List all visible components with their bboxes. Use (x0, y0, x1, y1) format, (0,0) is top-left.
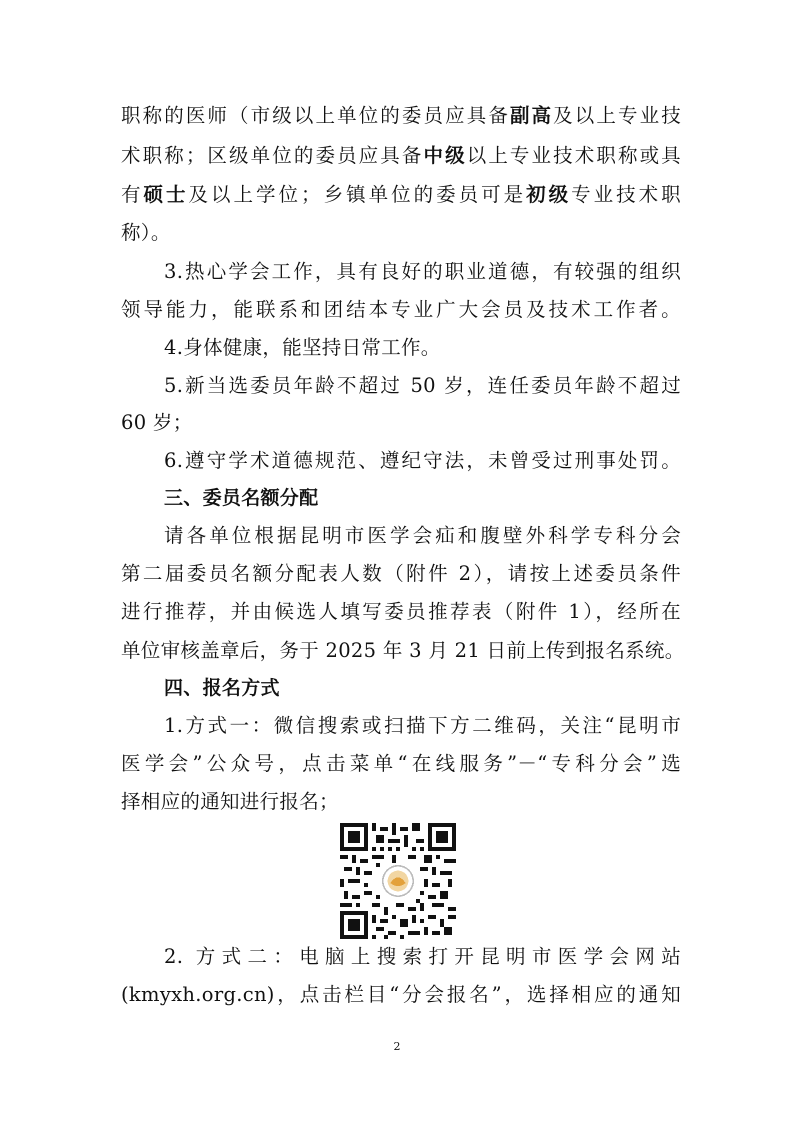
bold-emphasis: 硕士 (143, 183, 189, 206)
paragraph-line: 有硕士及以上学位；乡镇单位的委员可是初级专业技术职 (121, 183, 681, 206)
section-heading-3: 三、委员名额分配 (164, 487, 319, 509)
section-3-line: 请各单位根据昆明市医学会疝和腹壁外科学专科分会 (164, 524, 681, 547)
bold-emphasis: 初级 (526, 183, 572, 206)
list-item-5: 5.新当选委员年龄不超过 50 岁，连任委员年龄不超过 (164, 374, 681, 397)
paragraph-line: 称）。 (121, 221, 171, 244)
page-number: 2 (393, 1040, 401, 1053)
method-2-line: 2. 方式二：电脑上搜索打开昆明市医学会网站 (164, 945, 681, 968)
section-3-line: 单位审核盖章后，务于 2025 年 3 月 21 日前上传到报名系统。 (121, 639, 685, 662)
list-item-3-cont: 领导能力，能联系和团结本专业广大会员及技术工作者。 (121, 298, 681, 321)
list-item-3: 3.热心学会工作，具有良好的职业道德，有较强的组织 (164, 260, 681, 283)
paragraph-line: 术职称；区级单位的委员应具备中级以上专业技术职称或具 (121, 144, 681, 167)
paragraph-line: 职称的医师（市级以上单位的委员应具备副高及以上专业技 (121, 104, 681, 127)
list-item-6: 6.遵守学术道德规范、遵纪守法，未曾受过刑事处罚。 (164, 449, 681, 472)
method-1-line: 1.方式一：微信搜索或扫描下方二维码，关注“昆明市 (164, 714, 681, 737)
section-3-line: 第二届委员名额分配表人数（附件 2），请按上述委员条件 (121, 562, 681, 585)
method-1-line: 医学会”公众号，点击菜单“在线服务”－“专科分会”选 (121, 752, 681, 775)
method-2-line: (kmyxh.org.cn)，点击栏目“分会报名”，选择相应的通知 (121, 983, 681, 1006)
section-heading-4: 四、报名方式 (164, 677, 280, 699)
section-3-line: 进行推荐，并由候选人填写委员推荐表（附件 1），经所在 (121, 600, 681, 623)
list-item-5-cont: 60 岁； (121, 411, 193, 434)
list-item-4: 4.身体健康，能坚持日常工作。 (164, 336, 441, 359)
bold-emphasis: 副高 (509, 104, 554, 127)
qr-code-icon[interactable] (340, 823, 456, 939)
bold-emphasis: 中级 (423, 144, 467, 167)
method-1-line: 择相应的通知进行报名； (121, 790, 339, 813)
